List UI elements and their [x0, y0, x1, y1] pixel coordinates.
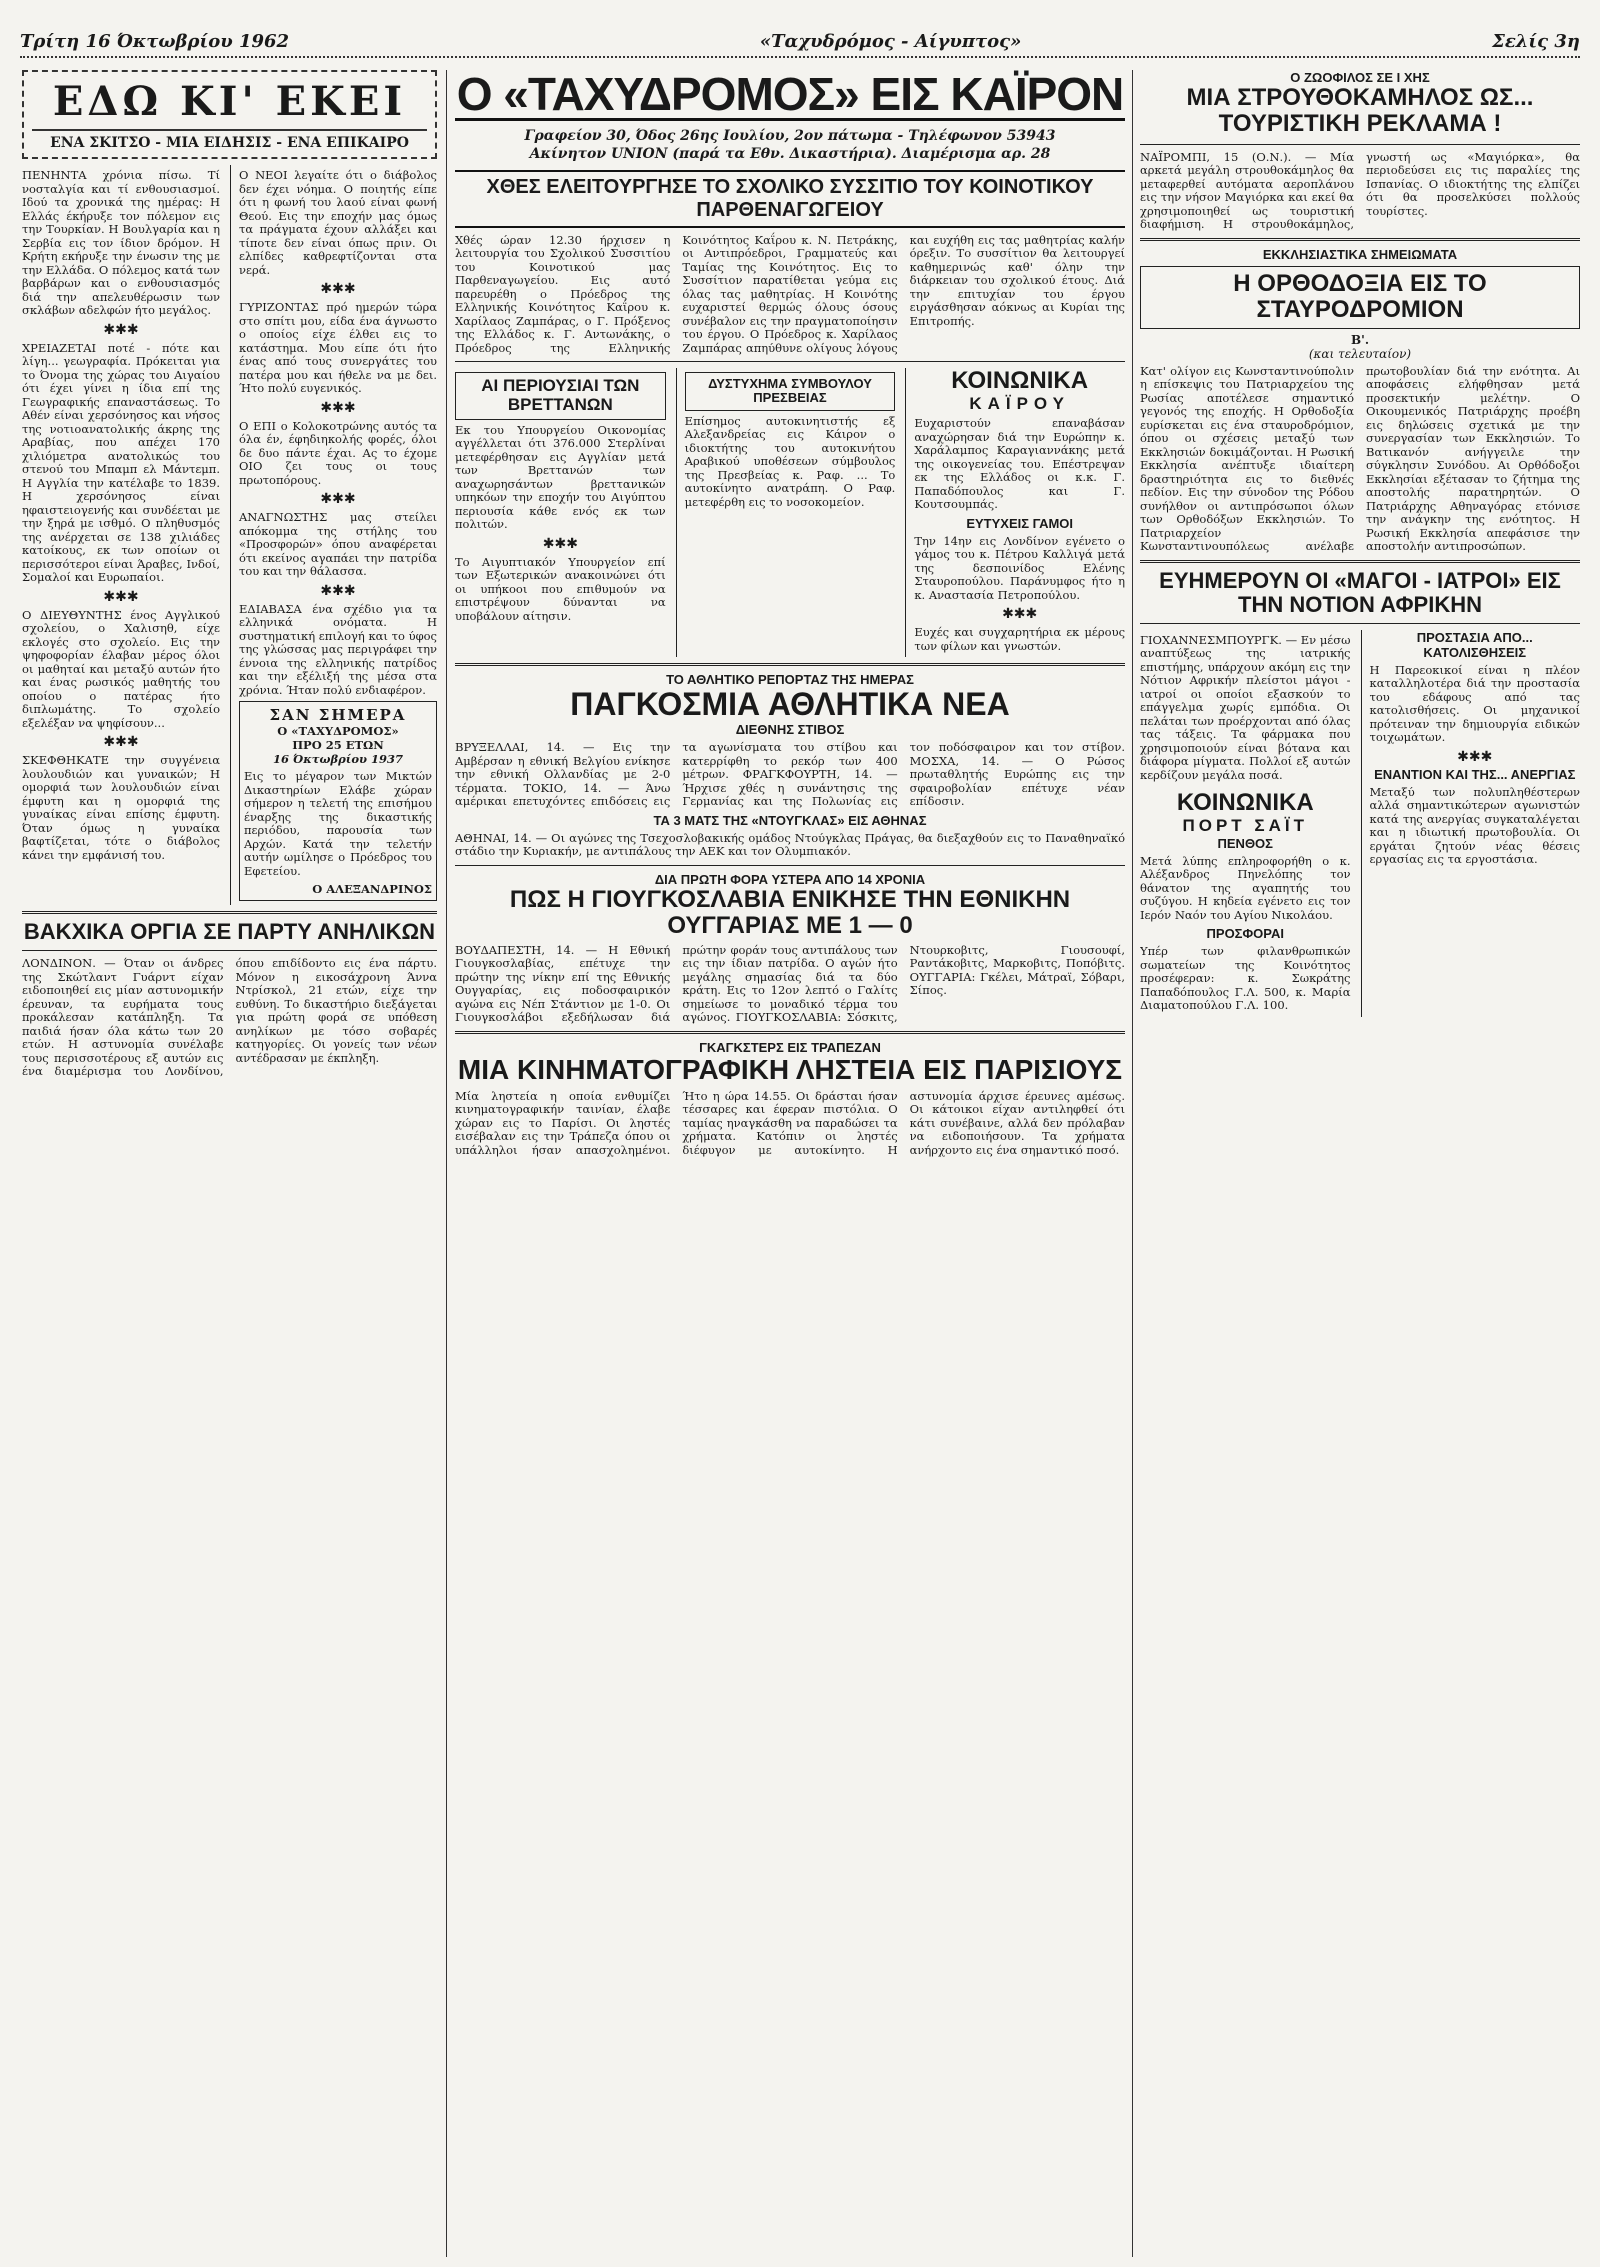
anniversary-sub: ΠΡΟ 25 ΕΤΩΝ — [292, 738, 384, 752]
article-text: ΠΕΝΗΝΤΑ χρόνια πίσω. Τί νοσταλγία και τί ενθουσιασμοί. Ιδού τα χρονικά της ημέρας: Η Ελλάς έκήρυξε τον πόλεμον εις την Τουρκίαν. Η Βουλγαρία και η Σερβία εις τον ίδιον δρόμον. Η Κρήτη εκήρυξε την ένωσιν της με την Ελλάδα. Ο πόλεμος κατά των βαρβάρων και ο ενθουσιασμός διά την απελευθέρωσιν των σκλάβων αδελφών ήτο μεγάλος. — [22, 168, 220, 317]
yugo-kicker: ΔΙΑ ΠΡΩΤΗ ΦΟΡΑ ΥΣΤΕΡΑ ΑΠΟ 14 ΧΡΟΝΙΑ — [654, 871, 926, 887]
divider — [455, 663, 1125, 666]
separator-stars: ✱✱✱ — [103, 734, 139, 750]
header-page-number: Σελίς 3η — [1492, 31, 1580, 52]
article-text: Μετά λύπης επληροφορήθη ο κ. Αλέξανδρος Πηνελόπης τον θάνατον της αγαπητής του συζύγου. Η κηδεία εγένετο εις τον Ιερόν Ναόν του Αγίου Νικολάου. — [1140, 853, 1351, 922]
anniversary-text: Εις το μέγαρον των Μικτών Δικαστηρίων Ελάβε χώραν σήμερον η τελετή της επισήμου έναρξης της δικαστικής περιόδου, παρουσία των Αρχών. Κατά την τελετήν αυτήν ωμίλησε ο Πρόεδρος του Εφετείου. — [244, 769, 432, 878]
separator-stars: ✱✱✱ — [320, 491, 356, 507]
article-text: Ο ΕΠΙ ο Κολοκοτρώνης αυτός τα όλα έν, έφηδιηκολής φορές, όλοι δε δυο πάντε έχαι. Ας το έχομε ΟΙΟ ζει τους οι τους πρωτοπόρους. — [239, 418, 437, 487]
article-text: Η Παρεοκικοί είναι η πλέον καταλληλοτέρα διά την προστασία του εδάφους από τας κατολισθήσεις. Οι μηχανικοί πρότειναν την δημιουργία ειδικών τοιχωμάτων. — [1369, 662, 1580, 745]
divider — [22, 950, 437, 951]
article-text: ΒΡΥΞΕΛΛΑΙ, 14. — Εις την Αμβέρσαν η εθνική Βελγίου ενίκησε την εθνική Ολλανδίας με 2-0 τέρματα. ΤΟΚΙΟ, 14. — Άνω αμέρικαι επετυχόντες επιδόσεις εις τα αγωνίσματα του στίβου και κατερρίφθη το ρεκόρ των 400 μέτρων. ΦΡΑΓΚΦΟΥΡΤΗ, 14. — Ήρχισε χθές η συνάντησις της Γερμανίας και της Πολωνίας εις τον ποδόσφαιρον και τον στίβον. ΜΟΣΧΑ, 14. — Ο Ρώσος πρωταθλητής Ευρώπης εις την σφαιροβολίαν επέτυχε νέαν επίδοσιν. — [455, 740, 1125, 809]
article-text: ΑΝΑΓΝΩΣΤΗΣ μας στείλει απόκομμα της στήλης του «Προσφορών» όπου αναφέρεται ότι εκείνος αγαπάει την πατρίδα του και την θάλασσα. — [239, 510, 437, 578]
section-label: ΕΝΑΝΤΙΟΝ ΚΑΙ ΤΗΣ... ΑΝΕΡΓΙΑΣ — [1374, 766, 1576, 782]
headline-dystychima: ΔΥΣΤΥΧΗΜΑ ΣΥΜΒΟΥΛΟΥ ΠΡΕΣΒΕΙΑΣ — [685, 372, 896, 411]
separator-stars: ✱✱✱ — [320, 582, 356, 599]
column-right — [1140, 70, 1580, 2260]
headline-yugoslavia: ΠΩΣ Η ΓΙΟΥΓΚΟΣΛΑΒΙΑ ΕΝΙΚΗΣΕ ΤΗΝ ΕΘΝΙΚΗΝ ΟΥΓΓΑΡΙΑΣ ΜΕ 1 — 0 — [509, 885, 1071, 940]
article-text: ΛΟΝΔΙΝΟΝ. — Όταν οι άνδρες της Σκώτλαντ Γυάρντ είχαν ειδοποιηθεί εις μίαν αστυνομικήν έρευναν, τα ευρήματα τους προκάλεσαν κατάπληξη. Τα παιδιά ήσαν όλα κάτω των 20 ετών. Η αστυνομία συνέλαβε τους περισσοτέρους εξ αυτών εις ένα διαμέρισμα του Λονδίνου, όπου επιδίδοντο εις ένα πάρτυ. Μόνον η εικοσάχρονη Άννα Ντρίσκολ, 21 ετών, είχε την ευθύνη. Το δικαστήριο διεξάγεται για πρώτη φορά σε υπόθεση ανηλίκων με τόσο σοβαρές κατηγορίες. Οι γονείς των νέων αντέδρασαν με έκπληξη. — [22, 956, 437, 1079]
section-label: ΠΕΝΘΟΣ — [1217, 835, 1273, 851]
article-text: ΝΑΪΡΟΜΠΙ, 15 (Ο.Ν.). — Μία αρκετά μεγάλη στρουθοκάμηλος θα μεταφερθεί αυτόματα αεροπλάνου εις την νήσον Μαγιόρκα και εκεί θα χρησιμοποιηθεί ως τουριστική διαφήμιση. Η στρουθοκάμηλος, γνωστή ως «Μαγιόρκα», θα περιοδεύσει εις τις παραλίες της Ισπανίας. Ο ιδιοκτήτης της ελπίζει ότι θα προσελκύσει πολλούς τουρίστες. — [1140, 149, 1580, 232]
headline-bakchika: ΒΑΚΧΙΚΑ ΟΡΓΙΑ ΣΕ ΠΑΡΤΥ ΑΝΗΛΙΚΩΝ — [23, 919, 436, 944]
article-text: ΣΚΕΦΘΗΚΑΤΕ την συγγένεια λουλουδιών και γυναικών; Η ομορφιά των λουλουδιών είναι έμφυτη και η ομορφιά της γυναίκας είναι επίσης έμφυτη. Όταν όμως η γυναίκα βαφτίζεται, τότε ο διάβολος κάνει την εμφάνισή του. — [22, 753, 220, 862]
article-text: Επίσημος αυτοκινητιστής εξ Αλεξανδρείας εις Κάιρον ο ιδιοκτήτης του αυτοκινήτου Αραβικού υποθέσεων σύμβουλος της Πρεσβείας κ. Ραφ. ... Το αυτοκίνητο ανατράπη. Ο Ραφ. μετεφέρθη εις το νοσοκομείον. — [684, 413, 896, 509]
headline-witch-doctors: ΕΥΗΜΕΡΟΥΝ ΟΙ «ΜΑΓΟΙ - ΙΑΤΡΟΙ» ΕΙΣ ΤΗΝ ΝΟΤΙΟΝ ΑΦΡΙΚΗΝ — [1159, 567, 1561, 617]
address-line: Γραφείον 30, Όδος 26ης Ιουλίου, 2ον πάτωμα - Τηλέφωνον 53943 — [524, 128, 1056, 145]
office-address — [455, 127, 1125, 163]
separator-stars: ✱✱✱ — [103, 588, 139, 605]
koinonika-sub: ΠΟΡΤ ΣΑΪΤ — [1182, 815, 1309, 835]
divider — [455, 361, 1125, 362]
edo-ki-ekei-subtitle: ΕΝΑ ΣΚΙΤΣΟ - ΜΙΑ ΕΙΔΗΣΙΣ - ΕΝΑ ΕΠΙΚΑΙΡΟ — [32, 129, 427, 151]
article-text: ΒΟΥΔΑΠΕΣΤΗ, 14. — Η Εθνική Γιουγκοσλαβίας, επέτυχε την πρώτην της νίκην επί της Εθνικής Ουγγαρίας, εις ποδοσφαιρικόν αγώνα εις Νέπ Στάντιον με 1-0. Οι Γιουγκοσλάβοι εξεδήλωσαν διά πρώτην φοράν τους αντιπάλους των εις την ίδιαν πατρίδα. Ο αγών ήτο μεγάλης σημασίας διά τα δύο κράτη. Εις το 12ον λεπτό ο Γαλίτς σημείωσε το μοναδικό τέρμα του αγώνος. ΓΙΟΥΓΚΟΣΛΑΒΙΑ: Σόσκιτς, Ντουρκοβιτς, Γιουσουφί, Ραντάκοβιτς, Μαρκοβιτς, Ποπόβιτς. ΟΥΓΓΑΡΙΑ: Γκέλει, Μάτραϊ, Σόβαρι, Σίπος. — [455, 942, 1125, 1025]
article-text: Το Αιγυπτιακόν Υπουργείον επί των Εξωτερικών ανακοινώνει ότι οι υπήκοοι που επιθυμούν να επιστρέψουν δύνανται να υποβάλουν αίτησιν. — [455, 554, 666, 623]
divider — [1140, 623, 1580, 624]
headline-periousiai: ΑΙ ΠΕΡΙΟΥΣΙΑΙ ΤΩΝ ΒΡΕΤΤΑΝΩΝ — [455, 372, 666, 419]
article-text: Μία ληστεία η οποία ενθυμίζει κινηματογραφικήν ταινίαν, έλαβε χώραν εις το Παρίσι. Οι ληστές εισέβαλαν εις την Τράπεζα όπου οι υπάλληλοι ήσαν απασχολημένοι. Ήτο η ώρα 14.55. Οι δράσται ήσαν τέσσαρες και έφεραν πιστόλια. Ο ταμίας ηναγκάσθη να παραδώσει τα χρήματα. Κατόπιν οι ληστές διέφυγον με αυτοκίνητο. Η αστυνομία άρχισε έρευνες αμέσως. Οι κάτοικοι είχαν αντιληφθεί ότι κάτι συνέβαινε, αλλά δεν πρόλαβαν να ειδοποιήσουν. Τα χρήματα ανήρχοντο εις ένα σημαντικό ποσό. — [455, 1088, 1125, 1157]
anniversary-signature: Ο ΑΛΕΞΑΝΔΡΙΝΟΣ — [312, 882, 432, 896]
koinonika-sub: ΚΑΪΡΟΥ — [969, 393, 1071, 413]
divider — [1140, 238, 1580, 241]
running-header — [20, 18, 1580, 58]
article-text: Εκ του Υπουργείου Οικονομίας αγγέλλεται ότι 376.000 Στερλίναι μετεφέρθησαν εις Αγγλίαν μετά των Βρεττανών των αναχωρησάντων βρεττανικών υπηκόων την εποχήν του Αιγύπτου περιουσία κάθε ενός εκ των πολιτών. — [455, 422, 666, 532]
gang-kicker: ΓΚΑΓΚΣΤΕΡΣ ΕΙΣ ΤΡΑΠΕΖΑΝ — [699, 1039, 881, 1055]
eccl-part-note: (και τελευταίον) — [1308, 346, 1412, 361]
headline-sports: ΠΑΓΚΟΣΜΙΑ ΑΘΛΗΤΙΚΑ ΝΕΑ — [570, 686, 1010, 723]
anniversary-box — [239, 701, 437, 901]
article-text: ΕΔΙΑΒΑΣΑ ένα σχέδιο για τα ελληνικά ονόματα. Η συστηματική επιλογή και το ύφος της γλώσσας μας περιγράφει την έννοια της ελληνικής πατρίδος και την εξέλιξή της μέσα στα χρόνια. Ήταν πολύ ενδιαφέρον. — [239, 601, 437, 697]
divider — [22, 911, 437, 914]
column-center — [455, 70, 1125, 2260]
separator-stars: ✱✱✱ — [1457, 748, 1493, 765]
sports-kicker: ΤΟ ΑΘΛΗΤΙΚΟ ΡΕΠΟΡΤΑΖ ΤΗΣ ΗΜΕΡΑΣ — [666, 672, 914, 688]
anniversary-sub: Ο «ΤΑΧΥΔΡΟΜΟΣ» — [277, 724, 399, 738]
column-left — [22, 70, 437, 2260]
headline-syssitio: ΧΘΕΣ ΕΛΕΙΤΟΥΡΓΗΣΕ ΤΟ ΣΧΟΛΙΚΟ ΣΥΣΣΙΤΙΟ ΤΟΥ ΚΟΙΝΟΤΙΚΟΥ ΠΑΡΘΕΝΑΓΩΓΕΙΟΥ — [455, 170, 1125, 228]
ostrich-kicker: Ο ΖΩΟΦΙΛΟΣ ΣΕ Ι ΧΗΣ — [1290, 70, 1430, 85]
article-text: Ο ΝΕΟΙ λεγαίτε ότι ο διάβολος δεν έχει νόημα. Ο ποιητής είπε ότι η φωνή του λαού είναι φωνή Θεού. Εις την εποχήν μας όμως τα πράγματα έχουν αλλάξει και τίποτε δεν είναι όπως πριν. Οι ελπίδες καθρεφτίζονται στα νερά. — [239, 168, 437, 277]
header-paper: «Ταχυδρόμος - Αίγυπτος» — [759, 31, 1022, 52]
sports-sub: ΔΙΕΘΝΗΣ ΣΤΙΒΟΣ — [735, 722, 845, 738]
article-text: Χθές ώραν 12.30 ήρχισεν η λειτουργία του Σχολικού Συσσιτίου του Κοινοτικού μας Παρθεναγωγείου. Εις αυτό παρευρέθη ο Πρόεδρος της Ελληνικής Κοινότητος Καΐρου κ. Χαρίλαος Ζαμπάρας, ο Γ. Πρόξενος της Ελλάδος κ. Γ. Αντωνάκης, ο Πρόεδρος της Ελληνικής Κοινότητος Καΐρου κ. Ν. Πετράκης, οι Αντιπρόεδροι, Γραμματεύς και Ταμίας της Κοινότητος. Εις το Συσσίτιον παρατίθεται γεύμα εις όλας τας μαθητρίας. Η Κοινότης ευχαριστεί θερμώς όλους όσους συνέβαλον εις την πραγματοποίησιν του έργου. Ο Πρόεδρος κ. Χαρίλαος Ζαμπάρας απηύθυνε ολίγους λόγους και ευχήθη εις τας μαθητρίας καλήν όρεξιν. Το συσσίτιον θα λειτουργεί καθημερινώς καθ' όλην την διάρκειαν του σχολικού έτους. Διά την επιτυχίαν του έργου ειργάσθησαν αόκνως αι Κυρίαι της Επιτροπής. — [455, 232, 1125, 355]
section-label: ΕΥΤΥΧΕΙΣ ΓΑΜΟΙ — [966, 515, 1074, 531]
headline-ostrich: ΜΙΑ ΣΤΡΟΥΘΟΚΑΜΗΛΟΣ ΩΣ... ΤΟΥΡΙΣΤΙΚΗ ΡΕΚΛΑΜΑ ! — [1186, 84, 1534, 138]
sports-sub: ΤΑ 3 ΜΑΤΣ ΤΗΣ «ΝΤΟΥΓΚΛΑΣ» ΕΙΣ ΑΘΗΝΑΣ — [653, 812, 927, 828]
article-text: Υπέρ των φιλανθρωπικών σωματείων της Κοινότητος προσέφεραν: κ. Σωκράτης Παπαδόπουλος Γ.Λ. 500, κ. Μαρία Διαματοπούλου Γ.Λ. 100. — [1140, 944, 1351, 1013]
address-line: Ακίνητον UNION (παρά τα Εθν. Δικαστήρια). Διαμέρισμα αρ. 28 — [529, 146, 1051, 163]
divider — [455, 1031, 1125, 1034]
article-text: Μεταξύ των πολυπληθέστερων αλλά σημαντικώτερων αγωνιστών κατά της ανεργίας συγκαταλέγεται και η ιδιωτική πρωτοβουλία. Οι εργάται ζητούν νέας θέσεις εργασίας εις τα εργοστάσια. — [1369, 784, 1580, 867]
article-text: ΧΡΕΙΑΖΕΤΑΙ ποτέ - πότε και λίγη... γεωγραφία. Πρόκειται για το Όνομα της χώρας του Αιγαίου ότι έχει γίνει η ίδια επί της Γεωγραφικής επαναστάσεως. Το Αθέν είναι χερσόνησος και νήσος της νοτιοανατολικής άκρης της Αραβίας, που απέχει 170 χιλιόμετρα ανατολικώς του στενού του Μπαμπ ελ Μάντεμπ. Η Αγγλία την κατέλαβε το 1839. Η χερσόνησος είναι ηφαιστειογενής και συνδέεται με την ξηρά με ισθμό. Ο πληθυσμός της ανέρχεται σε 138 χιλιάδες κατοίκους, εκ των οποίων οι περισσότεροι είναι Άραβες, Ινδοί, Σομαλοί και Ευρωπαίοι. — [22, 340, 220, 584]
article-text: ΑΘΗΝΑΙ, 14. — Οι αγώνες της Τσεχοσλοβακικής ομάδος Ντούγκλας Πράγας, θα διεξαχθούν εις το Παναθηναϊκό στάδιο την Κυριακήν, με αντιπάλους την ΑΕΚ και τον Ολυμπιακόν. — [455, 830, 1125, 859]
article-text: ΓΥΡΙΖΟΝΤΑΣ πρό ημερών τώρα στο σπίτι μου, είδα ένα άγνωστο ο οποίος είχε έλθει εις το κατάστημα. Μου είπε ότι ήτο ένας από τους συνεργάτες του πατέρα μου και ήθελε να με δει. Ήτο πολύ ευγενικός. — [239, 300, 437, 395]
eccl-part: Β'. — [1351, 332, 1369, 347]
headline-koinonika-port-said: ΚΟΙΝΩΝΙΚΑ — [1176, 789, 1314, 817]
separator-stars: ✱✱✱ — [1002, 606, 1038, 623]
article-text: Ο ΔΙΕΥΘΥΝΤΗΣ ένος Αγγλικού σχολείου, ο Χαλισηθ, είχε εκλογές στο σχολείο. Εις την ψηφοφορίαν έλαβαν μέρος όλοι οι μαθηταί και μεταξύ αυτών ήτο και ένας ρωσικός μαθητής του οποίου ο πατέρας ήτο διπλωμάτης. Το σχολείο εξελέξαν να ψηφίσουν... — [22, 607, 220, 730]
article-text: Την 14ην εις Λονδίνον εγένετο ο γάμος του κ. Πέτρου Καλλιγά μετά της δεσποινίδος Ελένης Σταυροπούλου. Παράνυμφος ήτο η κ. Αναστασία Πετροπούλου. — [914, 533, 1125, 602]
separator-stars: ✱✱✱ — [320, 281, 356, 297]
masthead-title: Ο «ΤΑΧΥΔΡΟΜΟΣ» ΕΙΣ ΚΑΪΡΟΝ — [456, 70, 1124, 120]
headline-heist: ΜΙΑ ΚΙΝΗΜΑΤΟΓΡΑΦΙΚΗ ΛΗΣΤΕΙΑ ΕΙΣ ΠΑΡΙΣΙΟΥΣ — [457, 1053, 1123, 1085]
separator-stars: ✱✱✱ — [542, 535, 578, 552]
anniversary-title: ΣΑΝ ΣΗΜΕΡΑ — [269, 706, 407, 724]
edo-ki-ekei-title: ΕΔΩ ΚΙ' ΕΚΕΙ — [52, 78, 407, 125]
article-text: Κατ' ολίγον εις Κωνσταντινούπολιν η επίσκεψις του Πατριαρχείου της Ρωσίας αποτέλεσε σημαντικό γεγονός της εποχής. Η Ορθοδοξία ευρίσκεται εις ένα σταυροδρόμιον, όπου οι σχέσεις μεταξύ των Εκκλησιών δοκιμάζονται. Η Ρωσική Εκκλησία ανέπτυξε ιδιαίτερη δραστηριότητα εις το διεθνές πεδίον. Εις την σύνοδον της Ρόδου συνήλθον οι αντιπρόσωποι όλων των Ορθοδόξων Εκκλησιών. Το Πατριαρχείον Κωνσταντινουπόλεως ανέλαβε πρωτοβουλίαν διά την ενότητα. Αι αποφάσεις ελήφθησαν μετά προσεκτικήν μελέτην. Ο Οικουμενικός Πατριάρχης προέβη εις δηλώσεις σχετικά με την συνεργασίαν των Εκκλησιών. Το Βατικανόν ανήγγειλε την σύγκλησιν Συνόδου. Αι Ορθόδοξοι Εκκλησίαι εξέτασαν το ζήτημα της αποστολής παρατηρητών. Ο Πατριάρχης Αθηναγόρας ετόνισε την ανάγκην της ενότητος. Η Ρωσική Εκκλησία απεφάσισε την αποστολήν αντιπροσώπων. — [1140, 363, 1580, 554]
article-text: Ευχές και συγχαρητήρια εκ μέρους των φίλων και γνωστών. — [914, 625, 1125, 653]
anniversary-date: 16 Όκτωβρίου 1937 — [272, 752, 404, 766]
separator-stars: ✱✱✱ — [320, 399, 356, 416]
divider — [1140, 144, 1580, 145]
divider — [1140, 560, 1580, 563]
section-label: ΠΡΟΣΦΟΡΑΙ — [1206, 926, 1284, 942]
section-label: ΠΡΟΣΤΑΣΙΑ ΑΠΟ... ΚΑΤΟΛΙΣΘΗΣΕΙΣ — [1416, 629, 1533, 660]
article-text: ΓΙΟΧΑΝΝΕΣΜΠΟΥΡΓΚ. — Εν μέσω αναπτύξεως της ιατρικής επιστήμης, υπάρχουν ακόμη εις την Νότιον Αφρικήν πλείστοι μάγοι - ιατροί οι οποίοι εξασκούν το επάγγελμα χωρίς εμπόδια. Οι πελάται των προέρχονται από όλας τας τάξεις. Τα φάρμακα που χρησιμοποιούν είναι βότανα και διάφορα μίγματα. Πολλοί εξ αυτών κερδίζουν μεγάλα ποσά. — [1140, 632, 1351, 782]
headline-koinonika: ΚΟΙΝΩΝΙΚΑ — [951, 367, 1089, 395]
column-rule-1 — [446, 70, 447, 2257]
column-rule-2 — [1132, 70, 1133, 2257]
headline-orthodoxia: Η ΟΡΘΟΔΟΞΙΑ ΕΙΣ ΤΟ ΣΤΑΥΡΟΔΡΟΜΙΟΝ — [1140, 266, 1580, 329]
eccl-kicker: ΕΚΚΛΗΣΙΑΣΤΙΚΑ ΣΗΜΕΙΩΜΑΤΑ — [1262, 246, 1458, 262]
article-text: Ευχαριστούν επαναβάσαν αναχώρησαν διά την Ευρώπην κ. Χαράλαμπος Καραγιαννάκης μετά της οικογενείας του. Επέστρεψαν εκ της Ελλάδος οι κ.κ. Γ. Παπαδόπουλος και Γ. Κουτσουμπάς. — [914, 416, 1125, 512]
header-date: Τρίτη 16 Όκτωβρίου 1962 — [20, 31, 290, 52]
separator-stars: ✱✱✱ — [103, 321, 139, 338]
divider — [455, 865, 1125, 866]
edo-ki-ekei-box — [22, 70, 437, 159]
